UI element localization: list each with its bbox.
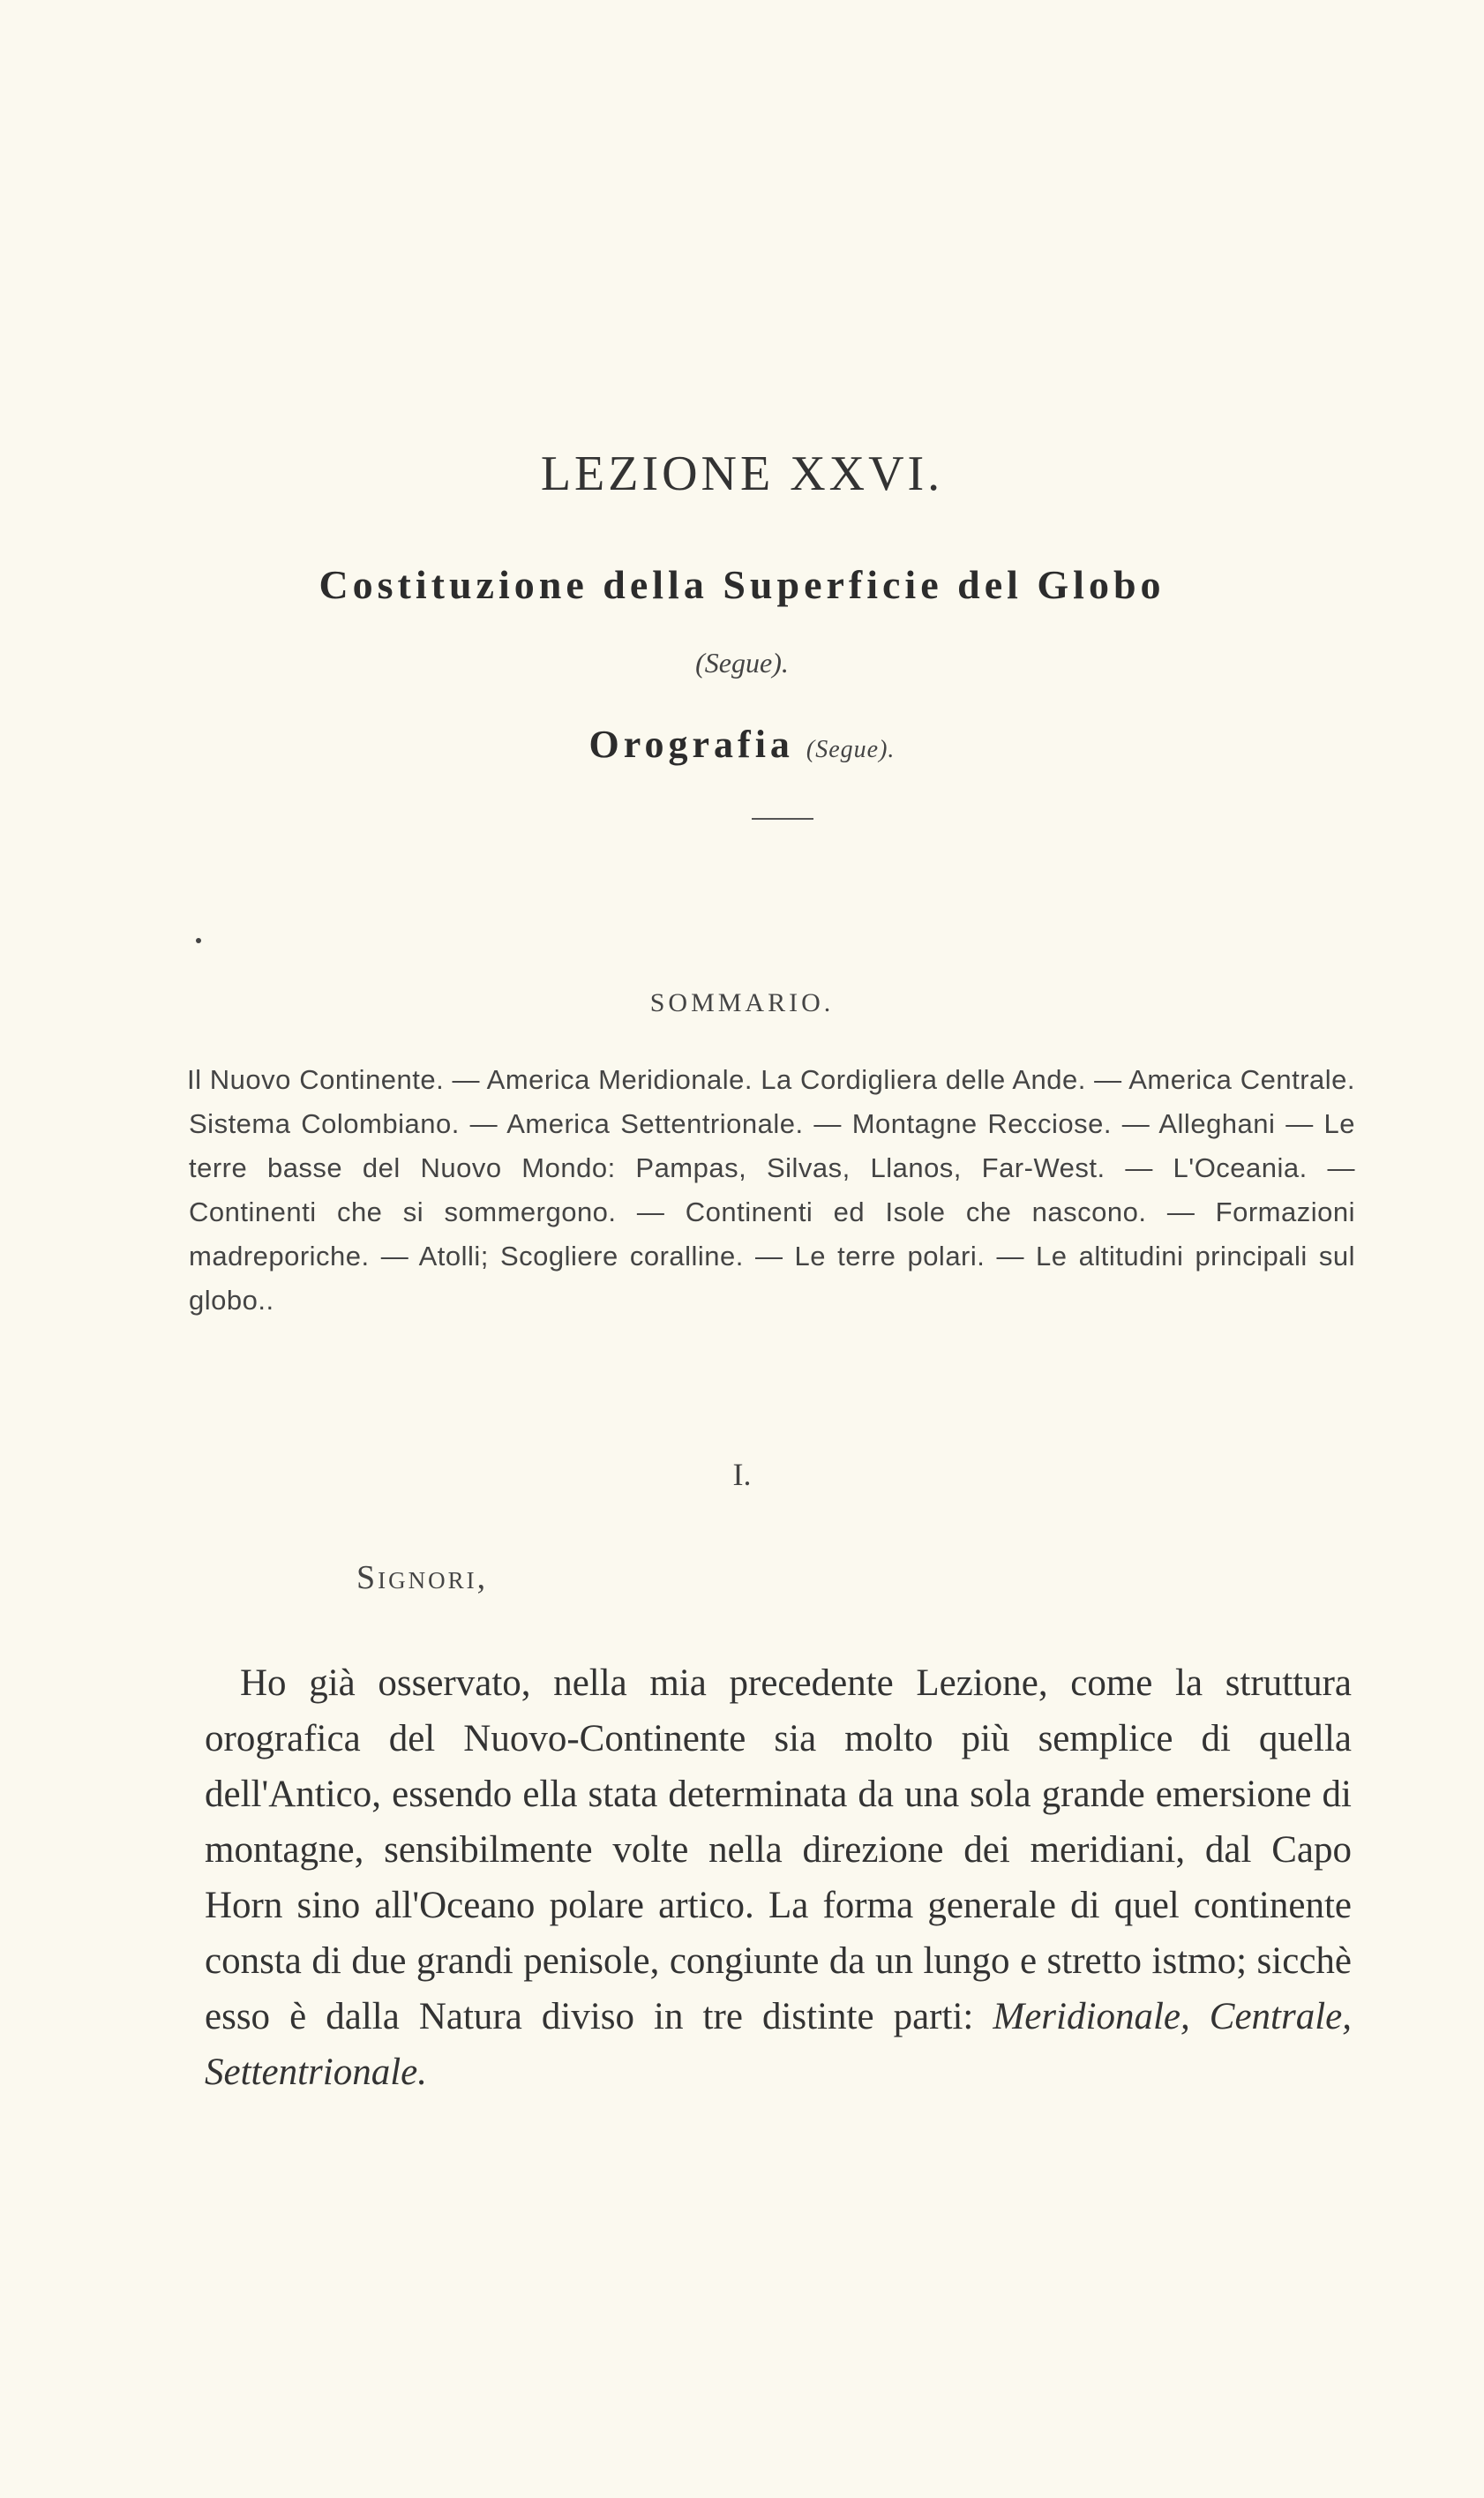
summary-heading: SOMMARIO. (649, 988, 835, 1017)
section-numeral: I. (732, 1457, 752, 1492)
body-text-plain: Ho già osservato, nella mia precedente Lezione, come la struttura orografica del Nuovo-Continente sia molto più semplice di quella dell'Antico, essendo ella stata determinata da una sola grande emersione di montagne, sensibilmente volte nella direzione dei meridiani, dal Capo Horn sino all'Oceano polare artico. La forma generale di quel continente consta di due grandi penisole, congiunte da un lungo e stretto istmo; sicchè esso è dalla Natura diviso in tre distinte parti: (205, 1662, 1352, 2037)
sub-heading (0, 722, 1484, 767)
main-heading: Costituzione della Superficie del Globo (319, 562, 1165, 607)
summary-text: Il Nuovo Continente. — America Meridionale. La Cordigliera delle Ande. — America Centrale. Sistema Colombiano. — America Settentrionale. — Montagne Recciose. — Alleghani — Le terre basse del Nuovo Mondo: Pampas, Silvas, Llanos, Far-West. — L'Oceania. — Continenti che si sommergono. — Continenti ed Isole che nascono. — Formazioni madreporiche. — Atolli; Scogliere coralline. — Le terre polari. — Le altitudini principali sul globo.. (187, 1064, 1355, 1316)
sub-heading-title: Orografia (588, 723, 794, 766)
segue-note: (Segue). (695, 647, 789, 679)
salutation: Signori, (356, 1559, 489, 1596)
body-paragraph (205, 1655, 1352, 2100)
divider-rule (752, 818, 813, 820)
sub-heading-segue: (Segue). (806, 736, 896, 763)
stray-ink-mark (196, 938, 201, 943)
lesson-title: LEZIONE XXVI. (540, 446, 944, 501)
body-text-italic: Meridionale, Centrale, Settentrionale. (205, 1996, 1352, 2093)
